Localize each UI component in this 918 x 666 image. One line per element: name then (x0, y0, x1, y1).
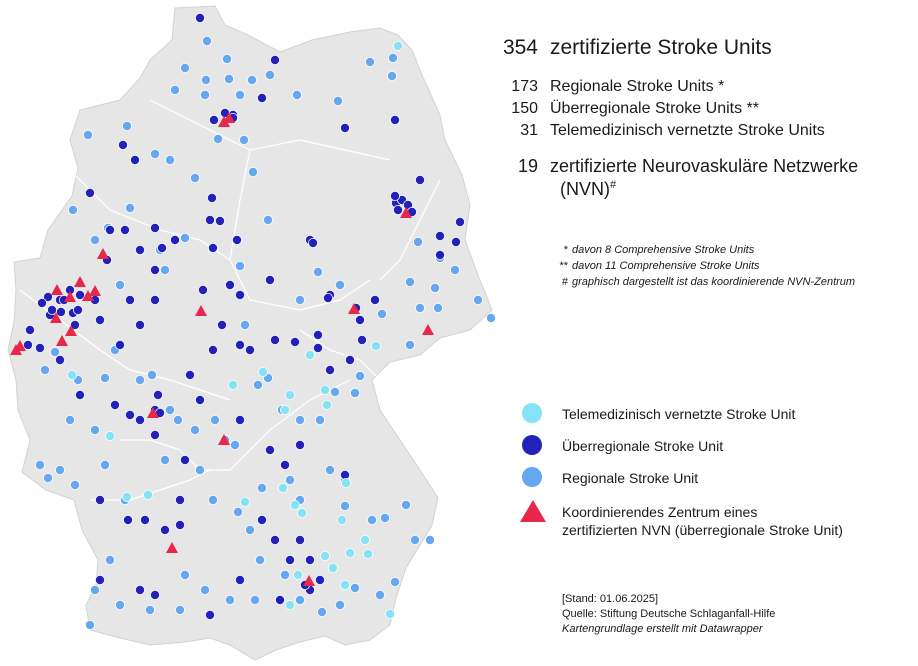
regional-stroke-unit-marker (213, 134, 222, 143)
regional-stroke-unit-marker (233, 507, 242, 516)
ueberregional-stroke-unit-marker (185, 370, 194, 379)
ueberregional-stroke-unit-marker (35, 343, 44, 352)
legend-symbol-tele (518, 402, 548, 426)
stat-ueberregional (500, 100, 915, 118)
ueberregional-stroke-unit-marker (115, 340, 124, 349)
ueberregional-stroke-unit-marker (265, 275, 274, 284)
regional-stroke-unit-marker (295, 415, 304, 424)
regional-stroke-unit-marker (68, 205, 77, 214)
ueberregional-stroke-unit-marker (245, 345, 254, 354)
ueberregional-stroke-unit-marker (313, 343, 322, 352)
ueberregional-stroke-unit-marker (150, 590, 159, 599)
tele-stroke-unit-marker (328, 563, 337, 572)
regional-stroke-unit-marker (292, 90, 301, 99)
stat-nvn-label: zertifizierte Neurovaskuläre Netzwerke (550, 156, 859, 176)
ueberregional-stroke-unit-marker (135, 245, 144, 254)
ueberregional-stroke-unit-marker (393, 205, 402, 214)
stat-tele (500, 122, 915, 140)
regional-stroke-unit-marker (377, 309, 386, 318)
ueberregional-stroke-unit-marker (217, 320, 226, 329)
ueberregional-stroke-unit-marker (170, 235, 179, 244)
regional-stroke-unit-marker (340, 501, 349, 510)
regional-stroke-unit-marker (390, 577, 399, 586)
regional-stroke-unit-marker (200, 90, 209, 99)
regional-stroke-unit-marker (367, 515, 376, 524)
regional-stroke-unit-marker (350, 583, 359, 592)
ueberregional-stroke-unit-marker (215, 216, 224, 225)
regional-stroke-unit-marker (257, 483, 266, 492)
regional-stroke-unit-marker (173, 415, 182, 424)
ueberregional-stroke-unit-marker (415, 175, 424, 184)
tele-stroke-unit-marker (385, 609, 394, 618)
tele-stroke-unit-marker (363, 549, 372, 558)
regional-stroke-unit-marker (425, 535, 434, 544)
ueberregional-stroke-unit-marker (270, 55, 279, 64)
nvn-triangle-icon (520, 500, 546, 522)
stat-nvn-sup: # (610, 179, 617, 191)
regional-stroke-unit-marker (247, 75, 256, 84)
regional-stroke-unit-marker (285, 475, 294, 484)
legend-symbol-ueberregional (518, 434, 548, 458)
ueberregional-stroke-unit-marker (435, 250, 444, 259)
tele-stroke-unit-marker (320, 385, 329, 394)
ueberregional-stroke-unit-marker (285, 555, 294, 564)
regional-stroke-unit-marker (225, 595, 234, 604)
ueberregional-stroke-unit-marker (390, 191, 399, 200)
regional-stroke-unit-marker (265, 70, 274, 79)
stat-tele-count: 31 (520, 122, 538, 139)
legend-symbol-regional (518, 466, 548, 490)
regional-stroke-unit-marker (335, 280, 344, 289)
regional-stroke-unit-marker (355, 371, 364, 380)
ueberregional-stroke-unit-marker (153, 390, 162, 399)
footnote-3 (548, 274, 855, 290)
ueberregional-stroke-unit-marker (235, 415, 244, 424)
regional-stroke-unit-marker (55, 465, 64, 474)
regional-stroke-unit-marker (145, 605, 154, 614)
regional-stroke-unit-marker (313, 267, 322, 276)
stat-nvn-abbrev: (NVN) (560, 179, 610, 199)
germany-outline (8, 6, 492, 660)
footnote-3-text: graphisch dargestellt ist das koordinierende NVN-Zentrum (572, 276, 856, 288)
regional-stroke-unit-marker (115, 600, 124, 609)
legend-symbol-nvn (518, 500, 548, 524)
ueberregional-stroke-unit-marker (135, 320, 144, 329)
ueberregional-stroke-unit-marker (175, 495, 184, 504)
ueberregional-stroke-unit-marker (235, 340, 244, 349)
legend-label-ueberregional: Überregionale Stroke Unit (562, 438, 724, 454)
ueberregional-stroke-unit-marker (160, 525, 169, 534)
tele-stroke-unit-marker (67, 370, 76, 379)
ueberregional-stroke-unit-marker (323, 293, 332, 302)
source-credit: Kartengrundlage erstellt mit Datawrapper (562, 623, 763, 635)
ueberregional-stroke-unit-marker (270, 535, 279, 544)
ueberregional-stroke-unit-marker (25, 325, 34, 334)
legend-label-nvn-line2: zertifizierten NVN (überregionale Stroke Unit) (562, 522, 843, 538)
regional-stroke-unit-marker (224, 74, 233, 83)
regional-stroke-unit-marker (180, 233, 189, 242)
stat-ueberregional-count: 150 (511, 100, 538, 117)
map-legend (518, 402, 843, 548)
regional-stroke-unit-marker (410, 535, 419, 544)
tele-stroke-unit-marker (143, 490, 152, 499)
source-stand: [Stand: 01.06.2025] (562, 593, 659, 605)
regional-stroke-unit-marker (230, 440, 239, 449)
regional-stroke-unit-marker (413, 237, 422, 246)
footnote-1-mark: * (563, 244, 568, 256)
regional-stroke-unit-marker (35, 460, 44, 469)
ueberregional-stroke-unit-marker (455, 217, 464, 226)
footnote-1 (548, 242, 855, 258)
stats-panel (500, 36, 915, 200)
regional-stroke-unit-marker (165, 405, 174, 414)
regional-stroke-unit-marker (240, 320, 249, 329)
ueberregional-stroke-unit-marker (295, 535, 304, 544)
regional-stroke-unit-marker (180, 570, 189, 579)
regional-stroke-unit-marker (248, 167, 257, 176)
regional-stroke-unit-marker (387, 71, 396, 80)
regional-stroke-unit-marker (380, 513, 389, 522)
ueberregional-stroke-unit-marker (232, 235, 241, 244)
regional-stroke-unit-marker (90, 585, 99, 594)
regional-stroke-unit-marker (350, 388, 359, 397)
tele-stroke-unit-marker (228, 380, 237, 389)
regional-stroke-unit-marker (210, 415, 219, 424)
regional-stroke-unit-marker (405, 277, 414, 286)
ueberregional-stroke-unit-marker (150, 223, 159, 232)
regional-stroke-unit-marker (253, 380, 262, 389)
regional-stroke-unit-marker (43, 473, 52, 482)
tele-stroke-unit-marker (105, 431, 114, 440)
regional-stroke-unit-marker (100, 460, 109, 469)
legend-label-nvn (548, 500, 843, 539)
regional-stroke-unit-marker (200, 585, 209, 594)
regional-stroke-unit-marker (190, 173, 199, 182)
regional-stroke-unit-marker (201, 75, 210, 84)
stat-nvn-count: 19 (517, 156, 538, 176)
ueberregional-stroke-unit-marker (208, 243, 217, 252)
regional-stroke-unit-marker (330, 387, 339, 396)
footnote-2-mark: ** (559, 260, 568, 272)
regional-stroke-unit-marker (335, 600, 344, 609)
regional-stroke-unit-marker (180, 63, 189, 72)
legend-label-regional: Regionale Stroke Unit (562, 470, 699, 486)
ueberregional-stroke-unit-marker (150, 430, 159, 439)
ueberregional-stroke-unit-marker (205, 610, 214, 619)
tele-circle-icon (522, 403, 542, 423)
regional-stroke-unit-marker (430, 283, 439, 292)
tele-stroke-unit-marker (320, 551, 329, 560)
ueberregional-stroke-unit-marker (308, 238, 317, 247)
regional-stroke-unit-marker (295, 295, 304, 304)
ueberregional-stroke-unit-marker (357, 335, 366, 344)
ueberregional-stroke-unit-marker (157, 243, 166, 252)
ueberregional-stroke-unit-marker (209, 115, 218, 124)
tele-stroke-unit-marker (278, 483, 287, 492)
legend-item-ueberregional (518, 434, 843, 466)
ueberregional-stroke-unit-marker (207, 193, 216, 202)
ueberregional-stroke-unit-marker (135, 585, 144, 594)
regional-stroke-unit-marker (100, 373, 109, 382)
stat-total-label: zertifizierte Stroke Units (550, 36, 772, 59)
tele-stroke-unit-marker (240, 497, 249, 506)
ueberregional-stroke-unit-marker (198, 285, 207, 294)
ueberregional-stroke-unit-marker (105, 225, 114, 234)
source-block (562, 592, 775, 637)
tele-stroke-unit-marker (337, 515, 346, 524)
ueberregional-stroke-unit-marker (175, 520, 184, 529)
tele-stroke-unit-marker (280, 405, 289, 414)
ueberregional-stroke-unit-marker (140, 515, 149, 524)
ueberregional-stroke-unit-marker (270, 335, 279, 344)
legend-item-regional (518, 466, 843, 498)
ueberregional-stroke-unit-marker (290, 337, 299, 346)
ueberregional-stroke-unit-marker (180, 455, 189, 464)
regional-stroke-unit-marker (235, 90, 244, 99)
ueberregional-stroke-unit-marker (95, 315, 104, 324)
tele-stroke-unit-marker (122, 492, 131, 501)
ueberregional-stroke-unit-marker (315, 575, 324, 584)
ueberregional-stroke-unit-marker (95, 495, 104, 504)
tele-stroke-unit-marker (340, 580, 349, 589)
stat-ueberregional-label: Überregionale Stroke Units ** (550, 100, 759, 117)
regional-stroke-unit-marker (473, 295, 482, 304)
regional-stroke-unit-marker (405, 340, 414, 349)
regional-stroke-unit-marker (263, 215, 272, 224)
ueberregional-stroke-unit-marker (47, 305, 56, 314)
ueberregional-stroke-unit-marker (95, 575, 104, 584)
regional-stroke-unit-marker (208, 495, 217, 504)
regional-stroke-unit-marker (280, 570, 289, 579)
regional-stroke-unit-marker (365, 57, 374, 66)
footnote-1-text: davon 8 Comprehensive Stroke Units (572, 244, 755, 256)
footnote-2-text: davon 11 Comprehensive Stroke Units (572, 260, 760, 272)
regional-stroke-unit-marker (135, 375, 144, 384)
regional-stroke-unit-marker (222, 54, 231, 63)
ueberregional-stroke-unit-marker (123, 515, 132, 524)
ueberregional-circle-icon (522, 435, 542, 455)
regional-stroke-unit-marker (50, 347, 59, 356)
regional-stroke-unit-marker (325, 465, 334, 474)
regional-stroke-unit-marker (125, 203, 134, 212)
regional-stroke-unit-marker (115, 280, 124, 289)
regional-stroke-unit-marker (90, 235, 99, 244)
regional-stroke-unit-marker (255, 555, 264, 564)
ueberregional-stroke-unit-marker (75, 390, 84, 399)
regional-stroke-unit-marker (90, 425, 99, 434)
stat-regional-label: Regionale Stroke Units * (550, 78, 725, 95)
ueberregional-stroke-unit-marker (390, 115, 399, 124)
regional-stroke-unit-marker (190, 425, 199, 434)
ueberregional-stroke-unit-marker (370, 295, 379, 304)
regional-stroke-unit-marker (315, 415, 324, 424)
regional-stroke-unit-marker (150, 149, 159, 158)
regional-stroke-unit-marker (160, 455, 169, 464)
ueberregional-stroke-unit-marker (195, 395, 204, 404)
ueberregional-stroke-unit-marker (118, 140, 127, 149)
ueberregional-stroke-unit-marker (257, 93, 266, 102)
regional-stroke-unit-marker (317, 607, 326, 616)
ueberregional-stroke-unit-marker (150, 265, 159, 274)
regional-stroke-unit-marker (239, 135, 248, 144)
regional-stroke-unit-marker (235, 261, 244, 270)
ueberregional-stroke-unit-marker (208, 345, 217, 354)
ueberregional-stroke-unit-marker (23, 340, 32, 349)
ueberregional-stroke-unit-marker (130, 155, 139, 164)
regional-stroke-unit-marker (388, 53, 397, 62)
ueberregional-stroke-unit-marker (355, 315, 364, 324)
ueberregional-stroke-unit-marker (295, 440, 304, 449)
ueberregional-stroke-unit-marker (125, 295, 134, 304)
tele-stroke-unit-marker (393, 41, 402, 50)
ueberregional-stroke-unit-marker (85, 188, 94, 197)
tele-stroke-unit-marker (293, 570, 302, 579)
tele-stroke-unit-marker (290, 500, 299, 509)
tele-stroke-unit-marker (360, 535, 369, 544)
ueberregional-stroke-unit-marker (205, 215, 214, 224)
ueberregional-stroke-unit-marker (305, 555, 314, 564)
regional-stroke-unit-marker (170, 85, 179, 94)
tele-stroke-unit-marker (341, 478, 350, 487)
ueberregional-stroke-unit-marker (325, 365, 334, 374)
ueberregional-stroke-unit-marker (150, 295, 159, 304)
regional-stroke-unit-marker (165, 155, 174, 164)
tele-stroke-unit-marker (297, 508, 306, 517)
stat-regional (500, 78, 915, 96)
regional-stroke-unit-marker (105, 555, 114, 564)
regional-stroke-unit-marker (450, 265, 459, 274)
ueberregional-stroke-unit-marker (275, 595, 284, 604)
legend-item-tele (518, 402, 843, 434)
stat-total-count: 354 (502, 36, 538, 59)
legend-label-nvn-line1: Koordinierendes Zentrum eines (562, 504, 758, 520)
ueberregional-stroke-unit-marker (435, 231, 444, 240)
footnote-2 (548, 258, 855, 274)
regional-stroke-unit-marker (195, 465, 204, 474)
ueberregional-stroke-unit-marker (451, 237, 460, 246)
tele-stroke-unit-marker (345, 548, 354, 557)
ueberregional-stroke-unit-marker (135, 415, 144, 424)
ueberregional-stroke-unit-marker (313, 330, 322, 339)
tele-stroke-unit-marker (305, 350, 314, 359)
tele-stroke-unit-marker (258, 367, 267, 376)
ueberregional-stroke-unit-marker (73, 305, 82, 314)
ueberregional-stroke-unit-marker (340, 123, 349, 132)
ueberregional-stroke-unit-marker (75, 290, 84, 299)
regional-stroke-unit-marker (295, 595, 304, 604)
regional-stroke-unit-marker (401, 500, 410, 509)
regional-stroke-unit-marker (85, 620, 94, 629)
regional-stroke-unit-marker (486, 313, 495, 322)
regional-stroke-unit-marker (250, 595, 259, 604)
ueberregional-stroke-unit-marker (235, 575, 244, 584)
ueberregional-stroke-unit-marker (345, 355, 354, 364)
stat-total (500, 36, 915, 60)
regional-circle-icon (522, 467, 542, 487)
regional-stroke-unit-marker (147, 370, 156, 379)
tele-stroke-unit-marker (285, 390, 294, 399)
stat-tele-label: Telemedizinisch vernetzte Stroke Units (550, 122, 825, 139)
ueberregional-stroke-unit-marker (120, 225, 129, 234)
regional-stroke-unit-marker (202, 36, 211, 45)
ueberregional-stroke-unit-marker (280, 460, 289, 469)
footnote-3-mark: # (561, 276, 568, 288)
ueberregional-stroke-unit-marker (56, 307, 65, 316)
ueberregional-stroke-unit-marker (265, 445, 274, 454)
stat-regional-count: 173 (511, 78, 538, 95)
regional-stroke-unit-marker (245, 525, 254, 534)
tele-stroke-unit-marker (322, 400, 331, 409)
stat-nvn (500, 156, 915, 177)
regional-stroke-unit-marker (40, 365, 49, 374)
regional-stroke-unit-marker (415, 303, 424, 312)
ueberregional-stroke-unit-marker (125, 410, 134, 419)
legend-item-nvn (518, 500, 843, 548)
footnotes (548, 242, 855, 290)
ueberregional-stroke-unit-marker (225, 280, 234, 289)
ueberregional-stroke-unit-marker (55, 355, 64, 364)
ueberregional-stroke-unit-marker (195, 13, 204, 22)
regional-stroke-unit-marker (433, 303, 442, 312)
tele-stroke-unit-marker (371, 341, 380, 350)
regional-stroke-unit-marker (122, 121, 131, 130)
ueberregional-stroke-unit-marker (110, 400, 119, 409)
regional-stroke-unit-marker (70, 480, 79, 489)
ueberregional-stroke-unit-marker (37, 298, 46, 307)
regional-stroke-unit-marker (333, 96, 342, 105)
regional-stroke-unit-marker (160, 265, 169, 274)
regional-stroke-unit-marker (83, 130, 92, 139)
stat-nvn-label-cont (500, 179, 915, 200)
legend-label-tele: Telemedizinisch vernetzte Stroke Unit (562, 406, 796, 422)
source-quelle: Quelle: Stiftung Deutsche Schlaganfall-Hilfe (562, 608, 776, 620)
tele-stroke-unit-marker (285, 600, 294, 609)
ueberregional-stroke-unit-marker (257, 515, 266, 524)
ueberregional-stroke-unit-marker (235, 290, 244, 299)
regional-stroke-unit-marker (65, 415, 74, 424)
regional-stroke-unit-marker (375, 590, 384, 599)
regional-stroke-unit-marker (175, 605, 184, 614)
